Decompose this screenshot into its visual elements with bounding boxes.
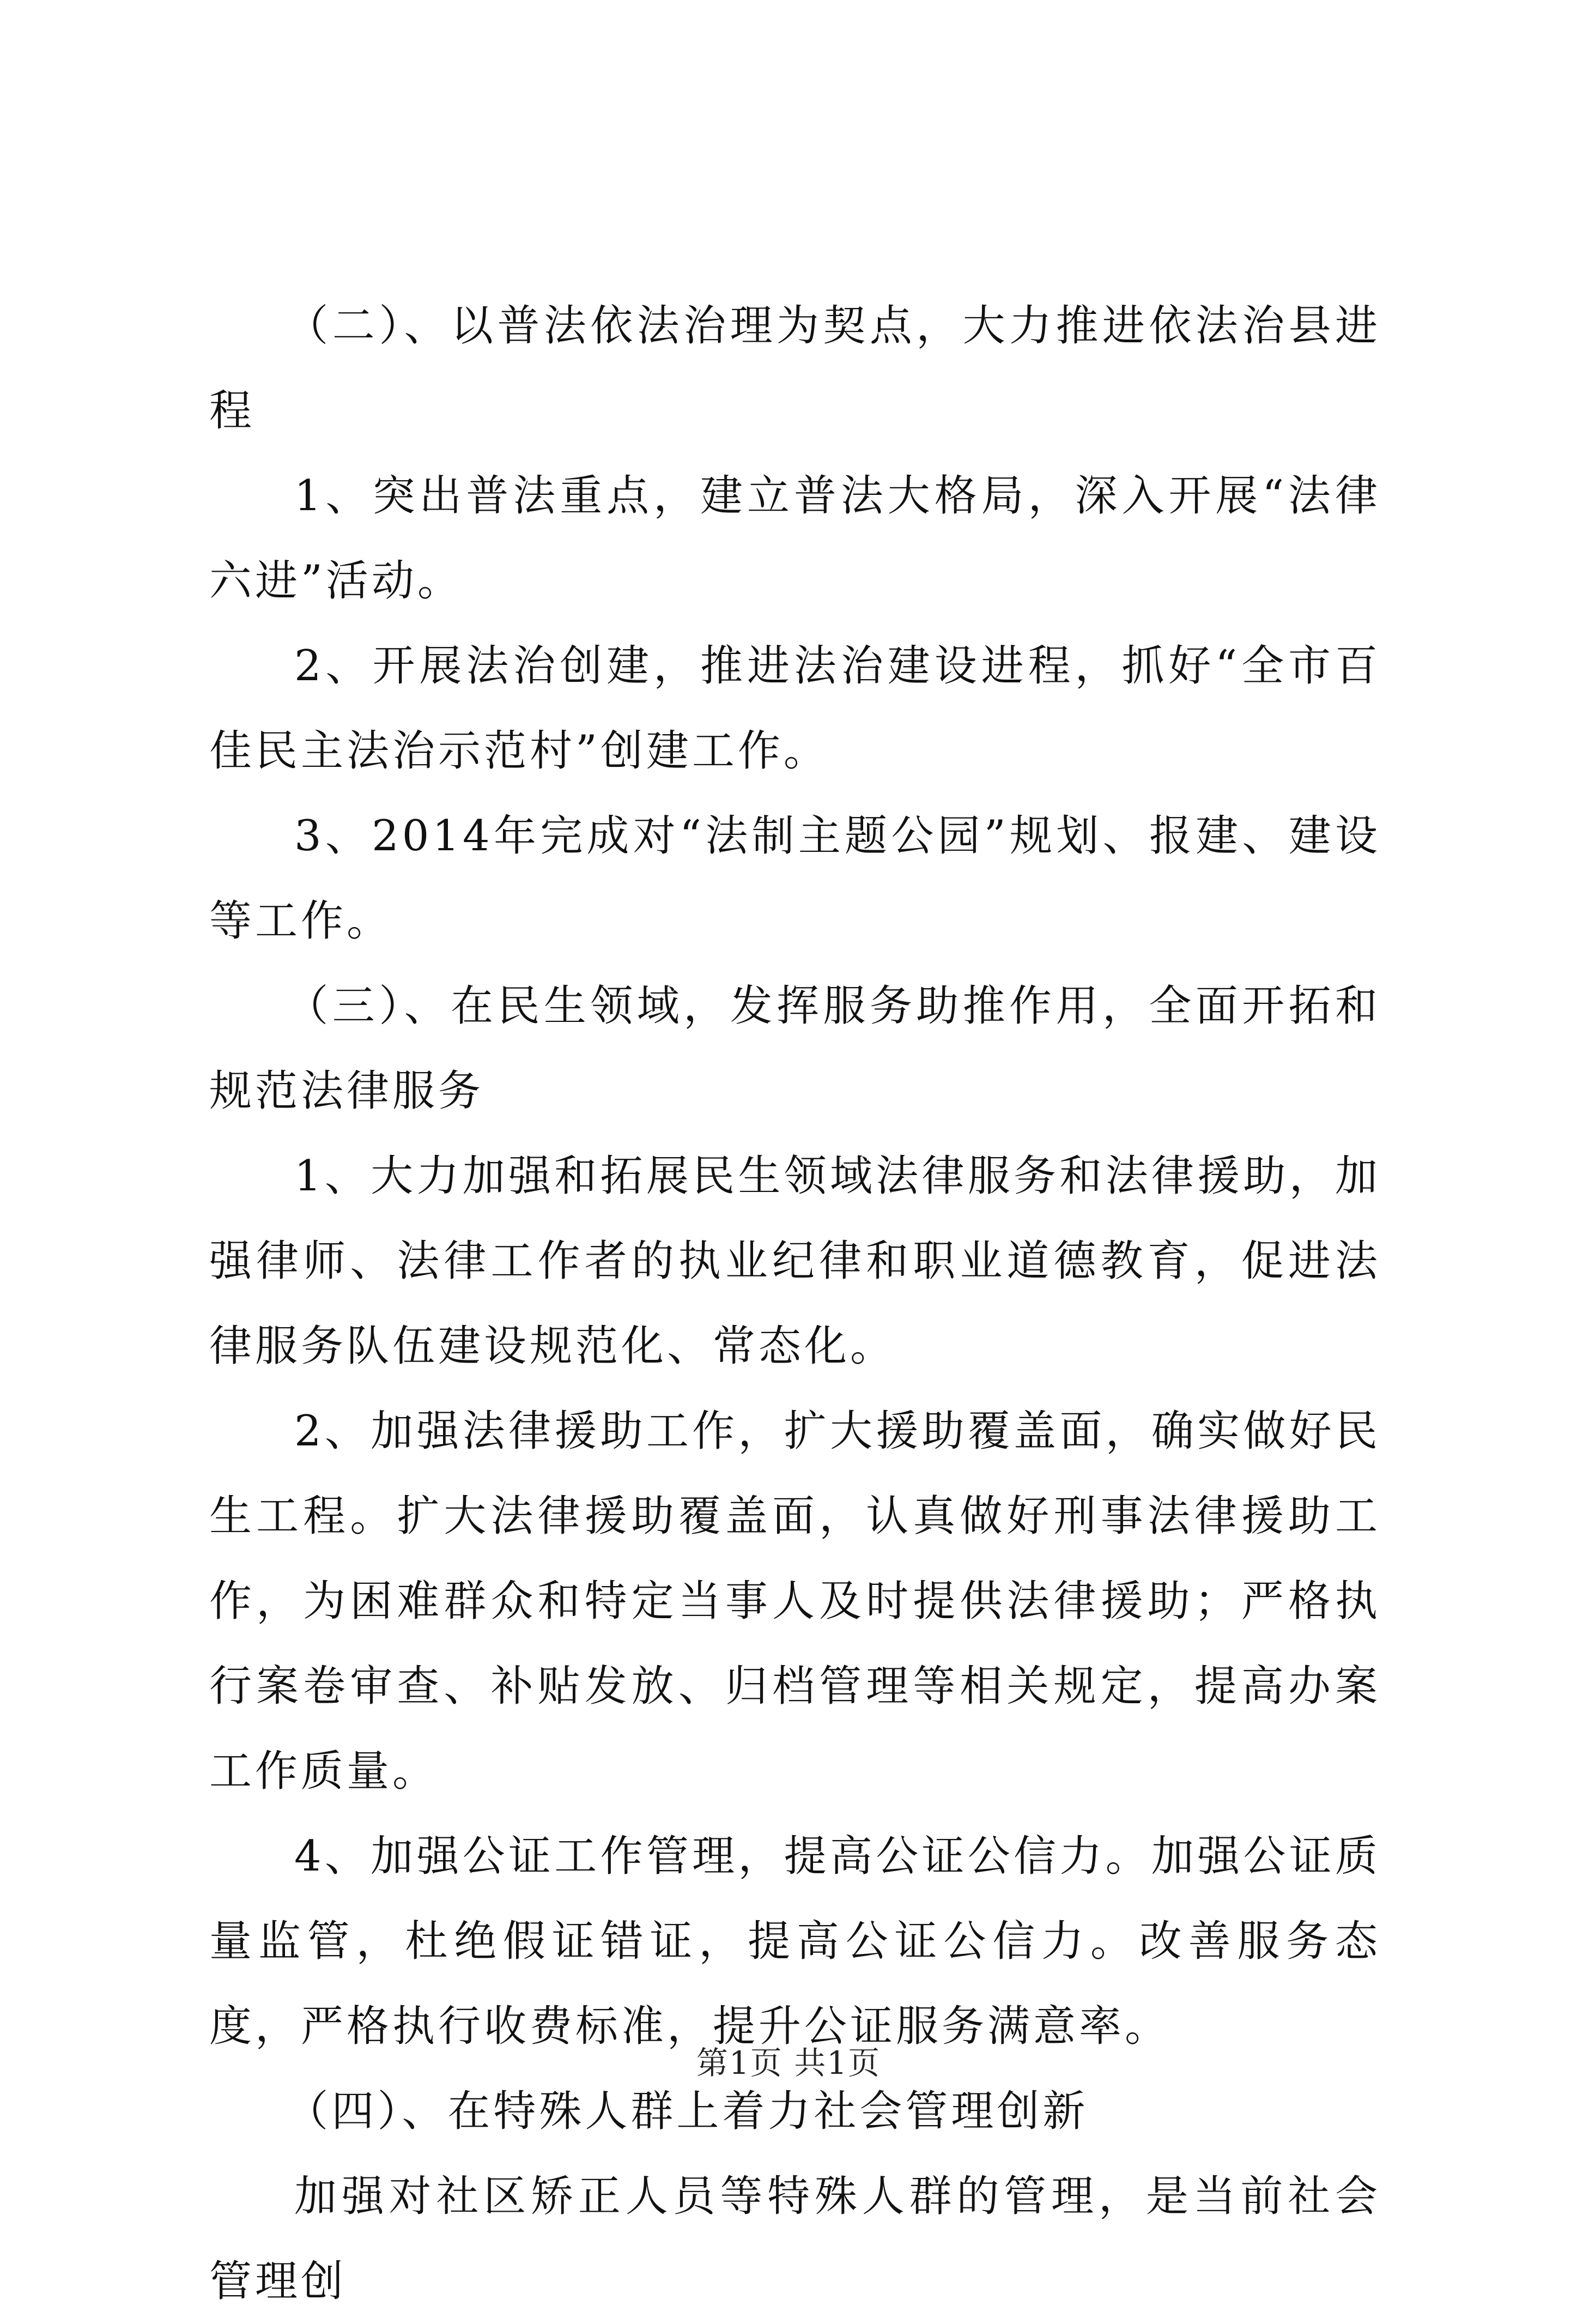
section-heading-2: （二）、以普法依法治理为契点，大力推进依法治县进程 <box>209 301 1381 435</box>
document-body <box>209 283 1381 2324</box>
page-number-footer: 第1页 共1页 <box>696 2044 881 2081</box>
paragraph-item-3: 3、2014年完成对“法制主题公园”规划、报建、建设等工作。 <box>209 812 1381 946</box>
paragraph-item-2b: 2、加强法律援助工作，扩大援助覆盖面，确实做好民生工程。扩大法律援助覆盖面，认真做好刑事法律援助工作，为困难群众和特定当事人及时提供法律援助；严格执行案卷审查、补贴发放、归档管理等相关规定，提高办案工作质量。 <box>209 1407 1381 1796</box>
paragraph-item-1b: 1、大力加强和拓展民生领域法律服务和法律援助，加强律师、法律工作者的执业纪律和职业道德教育，促进法律服务队伍建设规范化、常态化。 <box>209 1152 1381 1371</box>
paragraph-item-2: 2、开展法治创建，推进法治建设进程，抓好“全市百佳民主法治示范村”创建工作。 <box>209 641 1381 776</box>
paragraph-item-1: 1、突出普法重点，建立普法大格局，深入开展“法律六进”活动。 <box>209 471 1381 606</box>
paragraph-body: 加强对社区矫正人员等特殊人群的管理，是当前社会管理创 <box>209 2172 1381 2306</box>
paragraph-item-4: 4、加强公证工作管理，提高公证公信力。加强公证质量监管，杜绝假证错证，提高公证公信力。改善服务态度，严格执行收费标准，提升公证服务满意率。 <box>209 1832 1381 2051</box>
section-heading-3: （三）、在民生领域，发挥服务助推作用，全面开拓和规范法律服务 <box>209 982 1381 1116</box>
section-heading-4: （四）、在特殊人群上着力社会管理创新 <box>286 2087 1089 2136</box>
